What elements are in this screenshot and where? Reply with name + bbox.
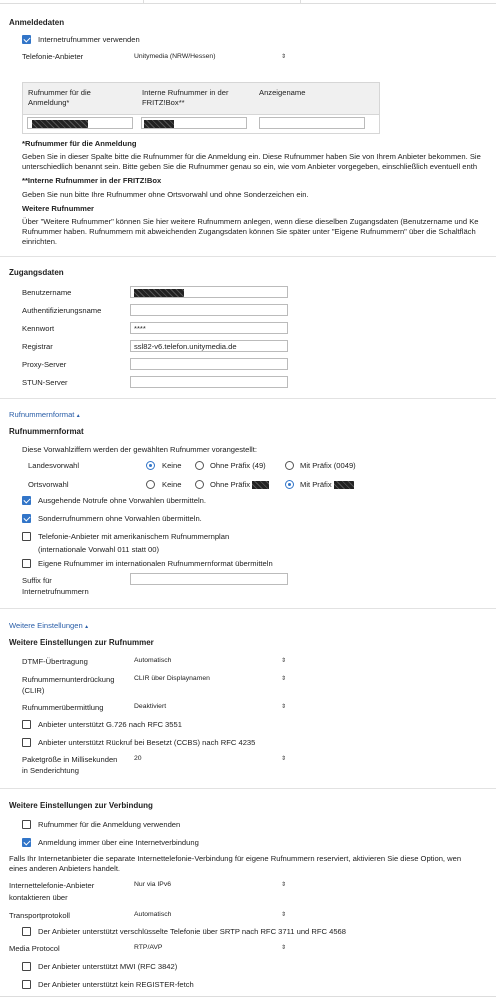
checkbox-rufnummer-anmeldung[interactable]	[22, 820, 31, 829]
clir-select[interactable]: CLIR über Displaynamen ⇕	[132, 673, 288, 685]
radio-orts-ohne-label: Ohne Präfix	[210, 480, 269, 490]
note-title-rufnummer: *Rufnummer für die Anmeldung	[22, 139, 137, 148]
checkbox-notrufe[interactable]	[22, 496, 31, 505]
vorwahl-intro: Diese Vorwahlziffern werden der gewählten Rufnummer vorangestellt:	[22, 445, 257, 454]
dtmf-select[interactable]: Automatisch ⇕	[132, 655, 288, 667]
chevron-updown-icon: ⇕	[280, 676, 286, 682]
uebermittlung-select[interactable]: Deaktiviert ⇕	[132, 701, 288, 713]
phone-number-table	[22, 82, 380, 134]
ip-label: Internettelefonie-Anbieter	[9, 881, 95, 890]
paket-select[interactable]: 20 ⇕	[132, 753, 288, 765]
benutzername-input[interactable]	[130, 286, 288, 298]
checkbox-register-fetch-label: Der Anbieter unterstützt kein REGISTER-fetch	[38, 980, 194, 989]
rufnummernformat-toggle[interactable]: Rufnummernformat ▲	[9, 410, 81, 419]
checkbox-immer-internet-label: Anmeldung immer über eine Internetverbindung	[38, 838, 199, 847]
section-title-verbindung: Weitere Einstellungen zur Verbindung	[9, 801, 153, 810]
paket-label-2: in Senderichtung	[22, 766, 79, 775]
column-header-rufnummer: Rufnummer für die Anmeldung*	[28, 88, 91, 107]
note-text-rufnummer: Geben Sie in dieser Spalte bitte die Rufnummer für die Anmeldung ein. Diese Rufnummer haben Sie von Ihrem Anbieter bekommen. Sie	[22, 152, 481, 161]
section-title-zugangsdaten: Zugangsdaten	[9, 268, 64, 277]
chevron-updown-icon: ⇕	[280, 912, 286, 918]
radio-landes-mit[interactable]	[285, 461, 294, 470]
weitere-einstellungen-toggle[interactable]: Weitere Einstellungen ▲	[9, 621, 90, 630]
checkbox-srtp[interactable]	[22, 927, 31, 936]
ip-select[interactable]: Nur via IPv6 ⇕	[132, 879, 288, 891]
provider-label: Telefonie-Anbieter	[22, 52, 84, 61]
section-title-rufnummernformat: Rufnummernformat	[9, 427, 84, 436]
uebermittlung-label: Rufnummerübermittlung	[22, 703, 104, 712]
stun-label: STUN-Server	[22, 378, 68, 387]
section-title-weitere-rufnummer: Weitere Einstellungen zur Rufnummer	[9, 638, 154, 647]
divider	[0, 256, 496, 257]
section-title-anmeldedaten: Anmeldedaten	[9, 18, 65, 27]
checkbox-internet-number[interactable]	[22, 35, 31, 44]
radio-landes-ohne-label: Ohne Präfix (49)	[210, 461, 266, 470]
divider	[0, 608, 496, 609]
caret-up-icon: ▲	[82, 624, 90, 630]
auth-label: Authentifizierungsname	[22, 306, 102, 315]
chevron-updown-icon: ⇕	[280, 54, 286, 60]
checkbox-international-label: Eigene Rufnummer im internationalen Rufnummernformat übermitteln	[38, 559, 273, 568]
registrar-input[interactable]: ssl82-v6.telefon.unitymedia.de	[130, 340, 288, 352]
rufnummer-input[interactable]	[27, 117, 133, 129]
checkbox-notrufe-label: Ausgehende Notrufe ohne Vorwahlen übermitteln.	[38, 496, 207, 505]
radio-orts-keine[interactable]	[146, 480, 155, 489]
verbindung-info-2: eines anderen Anbieters handelt.	[9, 864, 121, 873]
suffix-label: Suffix für	[22, 576, 52, 585]
checkbox-immer-internet[interactable]	[22, 838, 31, 847]
transport-select[interactable]: Automatisch ⇕	[132, 909, 288, 921]
checkbox-amerikanisch-sublabel: (internationale Vorwahl 011 statt 00)	[38, 545, 160, 554]
anzeigename-input[interactable]	[259, 117, 365, 129]
top-divider	[0, 3, 496, 4]
media-select[interactable]: RTP/AVP ⇕	[132, 942, 288, 954]
radio-landes-keine-label: Keine	[162, 461, 182, 470]
kennwort-input[interactable]: ****	[130, 322, 288, 334]
verbindung-info: Falls Ihr Internetanbieter die separate Internettelefonie-Verbindung für eigene Rufnummern reserviert, aktivieren Sie diese Option, wen	[9, 854, 462, 863]
ortsvorwahl-label: Ortsvorwahl	[28, 480, 69, 489]
kennwort-label: Kennwort	[22, 324, 55, 333]
proxy-label: Proxy-Server	[22, 360, 67, 369]
checkbox-mwi-label: Der Anbieter unterstützt MWI (RFC 3842)	[38, 962, 178, 971]
checkbox-ccbs-label: Anbieter unterstützt Rückruf bei Besetzt (CCBS) nach RFC 4235	[38, 738, 256, 747]
checkbox-register-fetch[interactable]	[22, 980, 31, 989]
note-title-intern: **Interne Rufnummer in der FRITZ!Box	[22, 176, 162, 185]
chevron-updown-icon: ⇕	[280, 945, 286, 951]
clir-label-2: (CLIR)	[22, 686, 45, 695]
checkbox-sonderrufnummern[interactable]	[22, 514, 31, 523]
chevron-updown-icon: ⇕	[280, 704, 286, 710]
divider	[0, 788, 496, 789]
checkbox-rufnummer-anmeldung-label: Rufnummer für die Anmeldung verwenden	[38, 820, 181, 829]
chevron-updown-icon: ⇕	[280, 756, 286, 762]
bottom-divider	[0, 996, 496, 997]
dtmf-label: DTMF-Übertragung	[22, 657, 88, 666]
caret-up-icon: ▲	[74, 413, 81, 419]
suffix-input[interactable]	[130, 573, 288, 585]
checkbox-amerikanisch[interactable]	[22, 532, 31, 541]
checkbox-ccbs[interactable]	[22, 738, 31, 747]
note-text-weitere: Über "Weitere Rufnummer" können Sie hier weitere Rufnummern anlegen, wenn diese dieselben Zugangsdaten (Benutzername und Ke	[22, 217, 479, 226]
column-header-anzeigename: Anzeigename	[259, 88, 306, 97]
radio-orts-mit[interactable]	[285, 480, 294, 489]
note-title-weitere: Weitere Rufnummer	[22, 204, 95, 213]
stun-input[interactable]	[130, 376, 288, 388]
ip-label-2: kontaktieren über	[9, 893, 68, 902]
note-text-intern: Geben Sie nun bitte Ihre Rufnummer ohne Ortsvorwahl und ohne Sonderzeichen ein.	[22, 190, 309, 199]
clir-label: Rufnummernunterdrückung	[22, 675, 115, 684]
media-label: Media Protocol	[9, 944, 60, 953]
landesvorwahl-label: Landesvorwahl	[28, 461, 80, 470]
radio-orts-ohne[interactable]	[195, 480, 204, 489]
proxy-input[interactable]	[130, 358, 288, 370]
benutzername-label: Benutzername	[22, 288, 72, 297]
provider-select[interactable]: Unitymedia (NRW/Hessen) ⇕	[132, 51, 288, 63]
checkbox-mwi[interactable]	[22, 962, 31, 971]
registrar-label: Registrar	[22, 342, 53, 351]
checkbox-srtp-label: Der Anbieter unterstützt verschlüsselte Telefonie über SRTP nach RFC 3711 und RFC 4568	[38, 927, 346, 936]
note-text-weitere-2: Rufnummer haben. Rufnummern mit abweichenden Zugangsdaten können Sie später unter "Eigene Rufnummern" über die Schaltfläch	[22, 227, 476, 236]
checkbox-g726-label: Anbieter unterstützt G.726 nach RFC 3551	[38, 720, 182, 729]
top-tick	[143, 0, 144, 3]
top-tick	[300, 0, 301, 3]
suffix-label-2: Internetrufnummern	[22, 587, 89, 596]
checkbox-g726[interactable]	[22, 720, 31, 729]
paket-label: Paketgröße in Millisekunden	[22, 755, 118, 764]
auth-input[interactable]	[130, 304, 288, 316]
radio-orts-keine-label: Keine	[162, 480, 182, 489]
chevron-updown-icon: ⇕	[280, 658, 286, 664]
checkbox-sonderrufnummern-label: Sonderrufnummern ohne Vorwahlen übermitteln.	[38, 514, 202, 523]
note-text-weitere-3: einrichten.	[22, 237, 58, 246]
radio-orts-mit-label: Mit Präfix	[300, 480, 354, 490]
checkbox-international[interactable]	[22, 559, 31, 568]
radio-landes-mit-label: Mit Präfix (0049)	[300, 461, 356, 470]
interne-rufnummer-input[interactable]	[141, 117, 247, 129]
divider	[0, 398, 496, 399]
column-header-intern: Interne Rufnummer in der FRITZ!Box**	[142, 88, 229, 107]
radio-landes-keine[interactable]	[146, 461, 155, 470]
checkbox-internet-number-label: Internetrufnummer verwenden	[38, 35, 140, 44]
note-text-rufnummer-2: unterschiedlich benannt sein. Bitte geben Sie die Rufnummer genau so ein, wie vom Anbieter vorgegeben, einschließlich eventuell enth	[22, 162, 478, 171]
checkbox-amerikanisch-label: Telefonie-Anbieter mit amerikanischem Rufnummernplan	[38, 532, 230, 541]
chevron-updown-icon: ⇕	[280, 882, 286, 888]
transport-label: Transportprotokoll	[9, 911, 70, 920]
radio-landes-ohne[interactable]	[195, 461, 204, 470]
